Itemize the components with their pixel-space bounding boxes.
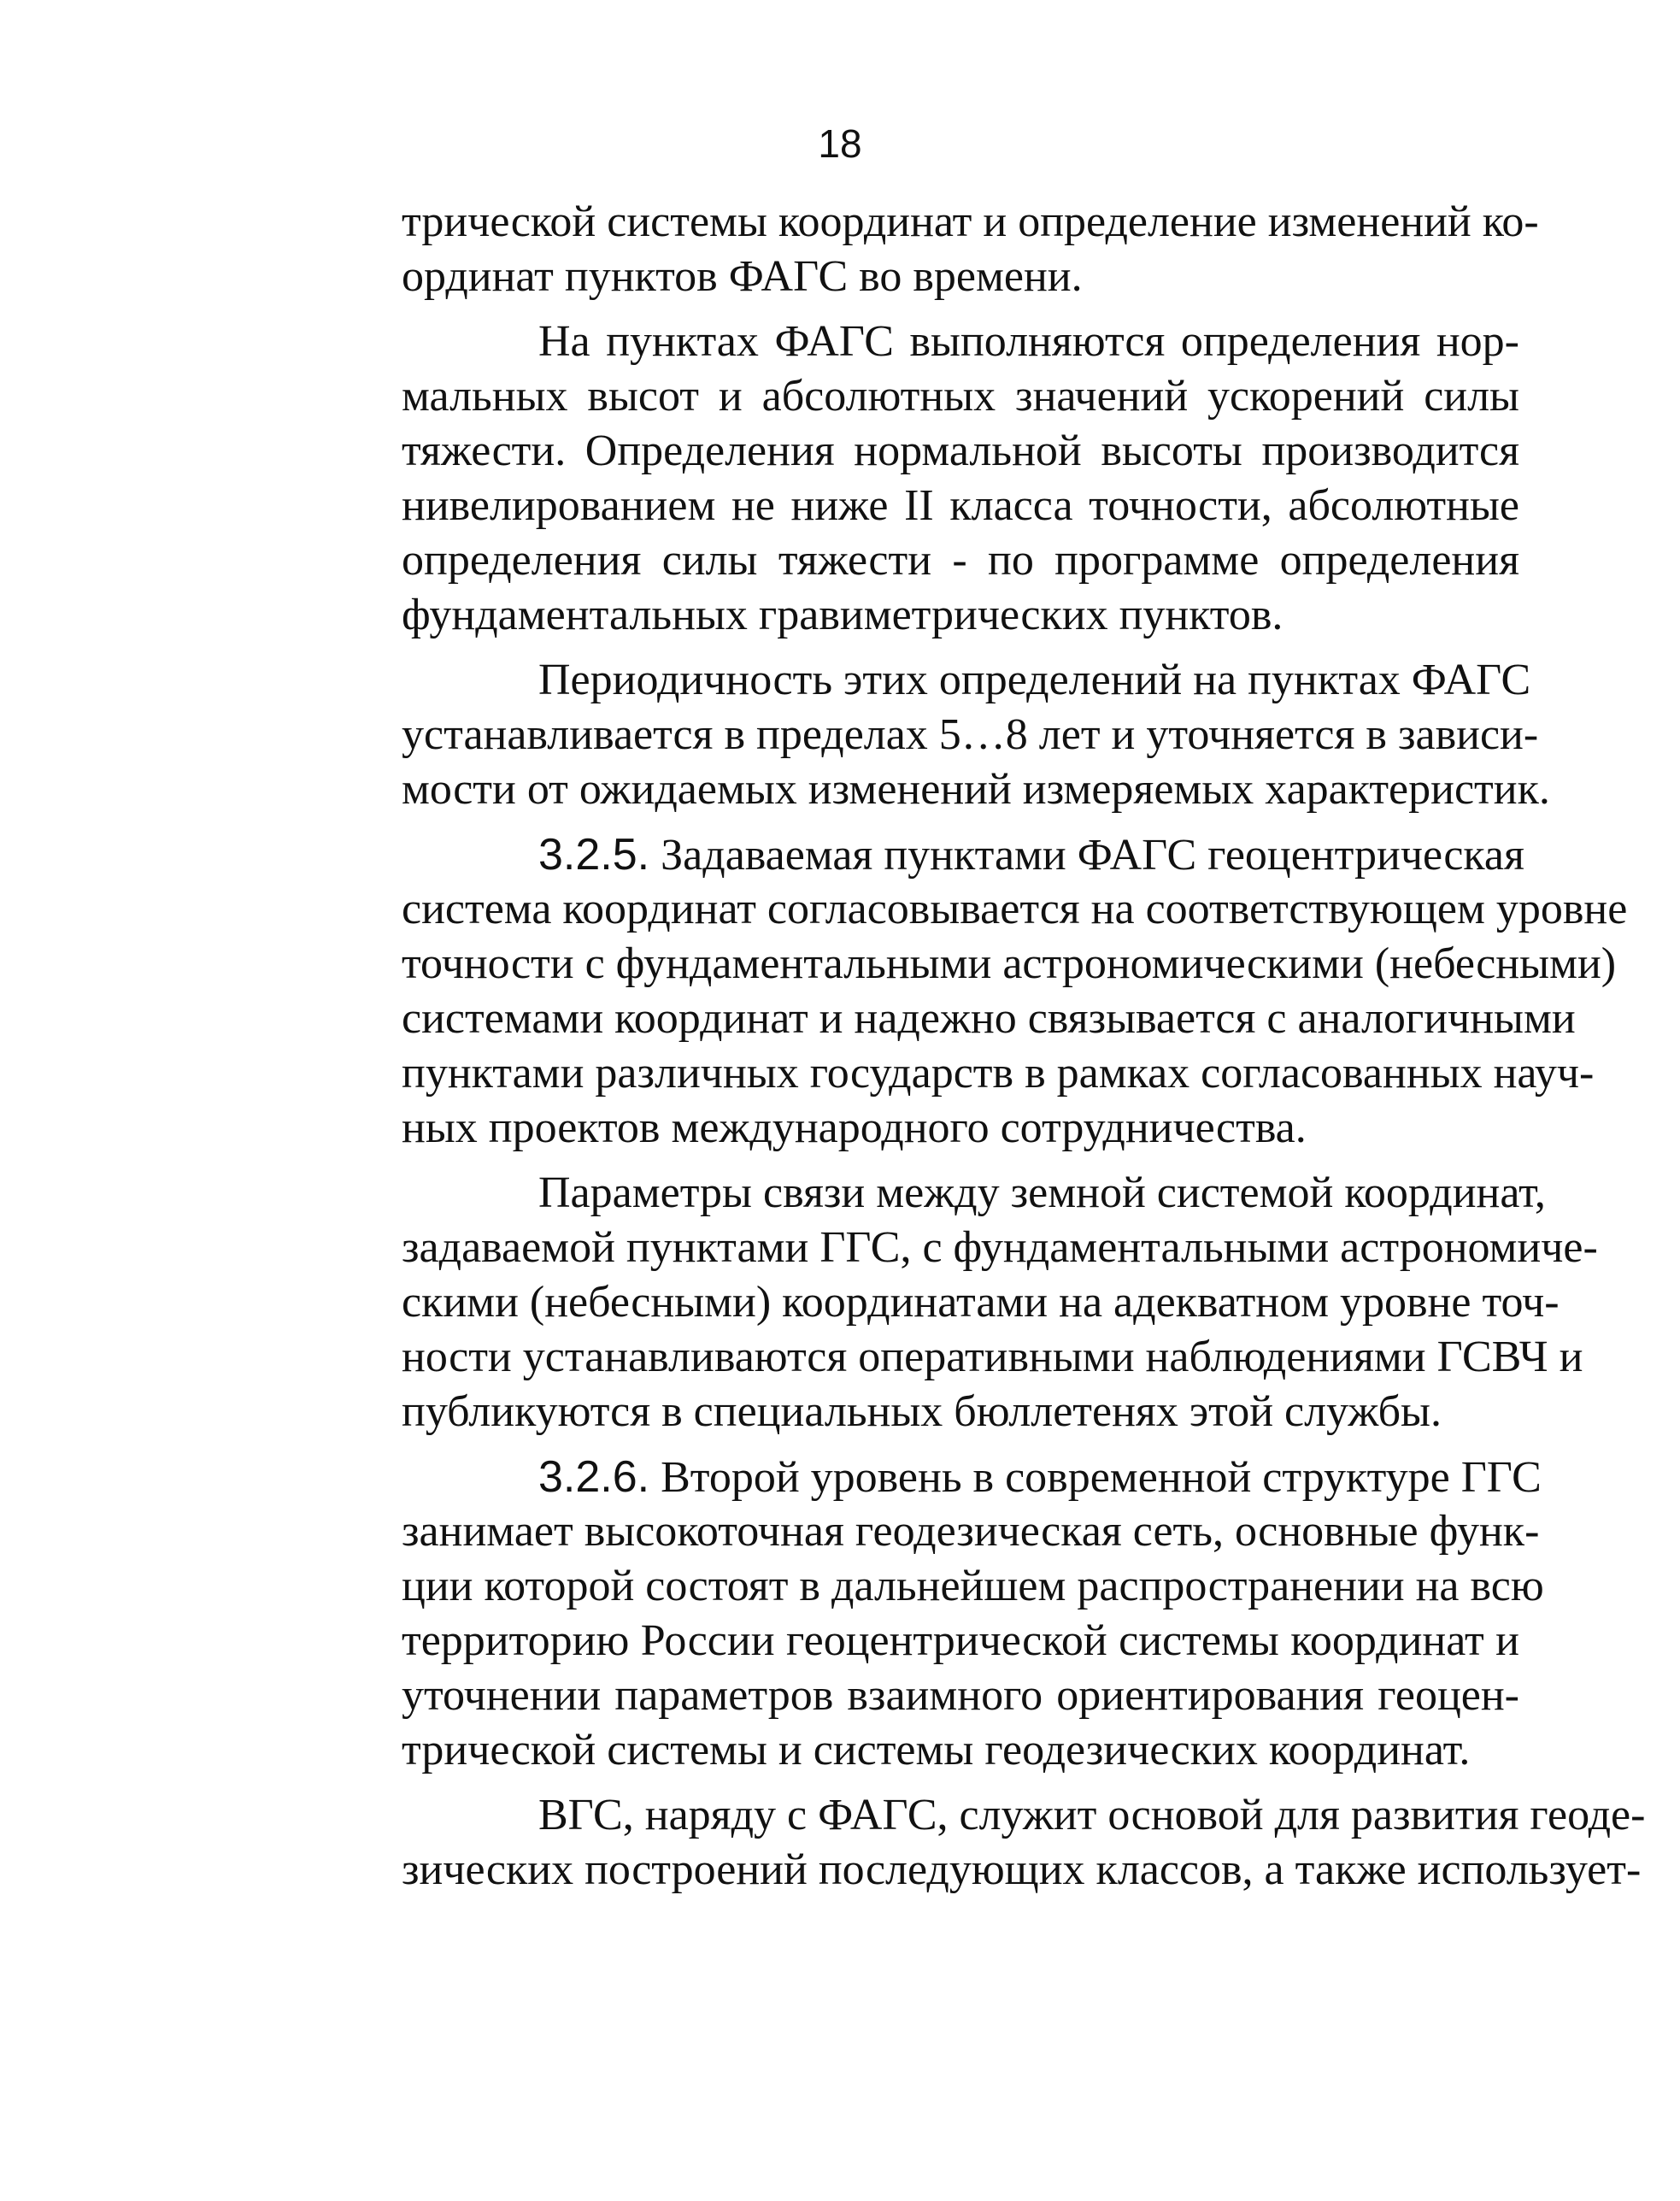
text-line: тяжести. Определения нормальной высоты производится (402, 427, 1519, 475)
section-3-2-6 (402, 1450, 1544, 1778)
text-line: ВГС, наряду с ФАГС, служит основой для развития геоде- (538, 1791, 1646, 1839)
paragraph-3 (402, 653, 1550, 817)
text-line: система координат согласовывается на соответствующем уровне (402, 885, 1628, 933)
text-line: мальных высот и абсолютных значений ускорений силы (402, 372, 1519, 421)
text-line: определения силы тяжести - по программе определения (402, 536, 1519, 585)
text-line: зических построений последующих классов, а также использует- (402, 1845, 1642, 1894)
text-line: ординат пунктов ФАГС во времени. (402, 252, 1083, 301)
text-line: точности с фундаментальными астрономическими (небесными) (402, 939, 1617, 988)
text-line: трической системы координат и определение изменений ко- (402, 197, 1539, 246)
text-line: фундаментальных гравиметрических пунктов. (402, 591, 1283, 639)
text-line (402, 827, 1524, 882)
text-line: системами координат и надежно связывается с аналогичными (402, 994, 1576, 1043)
line-text: Задаваемая пунктами ФАГС геоцентрическая (649, 831, 1524, 880)
section-3-2-5 (402, 827, 1628, 1156)
text-line: занимает высокоточная геодезическая сеть, основные функ- (402, 1507, 1540, 1556)
text-line (402, 1450, 1542, 1504)
text-line: ности устанавливаются оперативными наблюдениями ГСВЧ и (402, 1333, 1583, 1381)
text-line: территорию России геоцентрической системы координат и (402, 1616, 1519, 1665)
text-line: Параметры связи между земной системой координат, (538, 1168, 1546, 1217)
text-line: устанавливается в пределах 5…8 лет и уточняется в зависи- (402, 710, 1539, 759)
text-line: ных проектов международного сотрудничества. (402, 1103, 1307, 1152)
paragraph-2 (402, 315, 1519, 643)
text-line: мости от ожидаемых изменений измеряемых характеристик. (402, 765, 1550, 814)
text-line: На пунктах ФАГС выполняются определения нор- (538, 317, 1519, 366)
paragraph-7 (402, 1788, 1646, 1898)
page-number: 18 (818, 121, 862, 166)
text-line: уточнении параметров взаимного ориентирования геоцен- (402, 1671, 1519, 1720)
text-line: задаваемой пунктами ГГС, с фундаментальными астрономиче- (402, 1223, 1598, 1272)
text-line: нивелированием не ниже II класса точности, абсолютные (402, 481, 1519, 530)
text-line: Периодичность этих определений на пунктах ФАГС (538, 656, 1531, 704)
paragraph-5 (402, 1166, 1598, 1439)
body-text (402, 195, 1646, 1898)
text-line: пунктами различных государств в рамках согласованных науч- (402, 1049, 1595, 1098)
line-text: Второй уровень в современной структуре ГГС (649, 1453, 1542, 1502)
text-line: трической системы и системы геодезических координат. (402, 1726, 1471, 1774)
section-number: 3.2.5. (538, 830, 650, 880)
text-line: ции которой состоят в дальнейшем распространении на всю (402, 1562, 1544, 1610)
text-line: публикуются в специальных бюллетенях этой службы. (402, 1387, 1442, 1436)
section-number: 3.2.6. (538, 1452, 650, 1502)
text-line: скими (небесными) координатами на адекватном уровне точ- (402, 1278, 1560, 1327)
paragraph-1 (402, 195, 1539, 304)
